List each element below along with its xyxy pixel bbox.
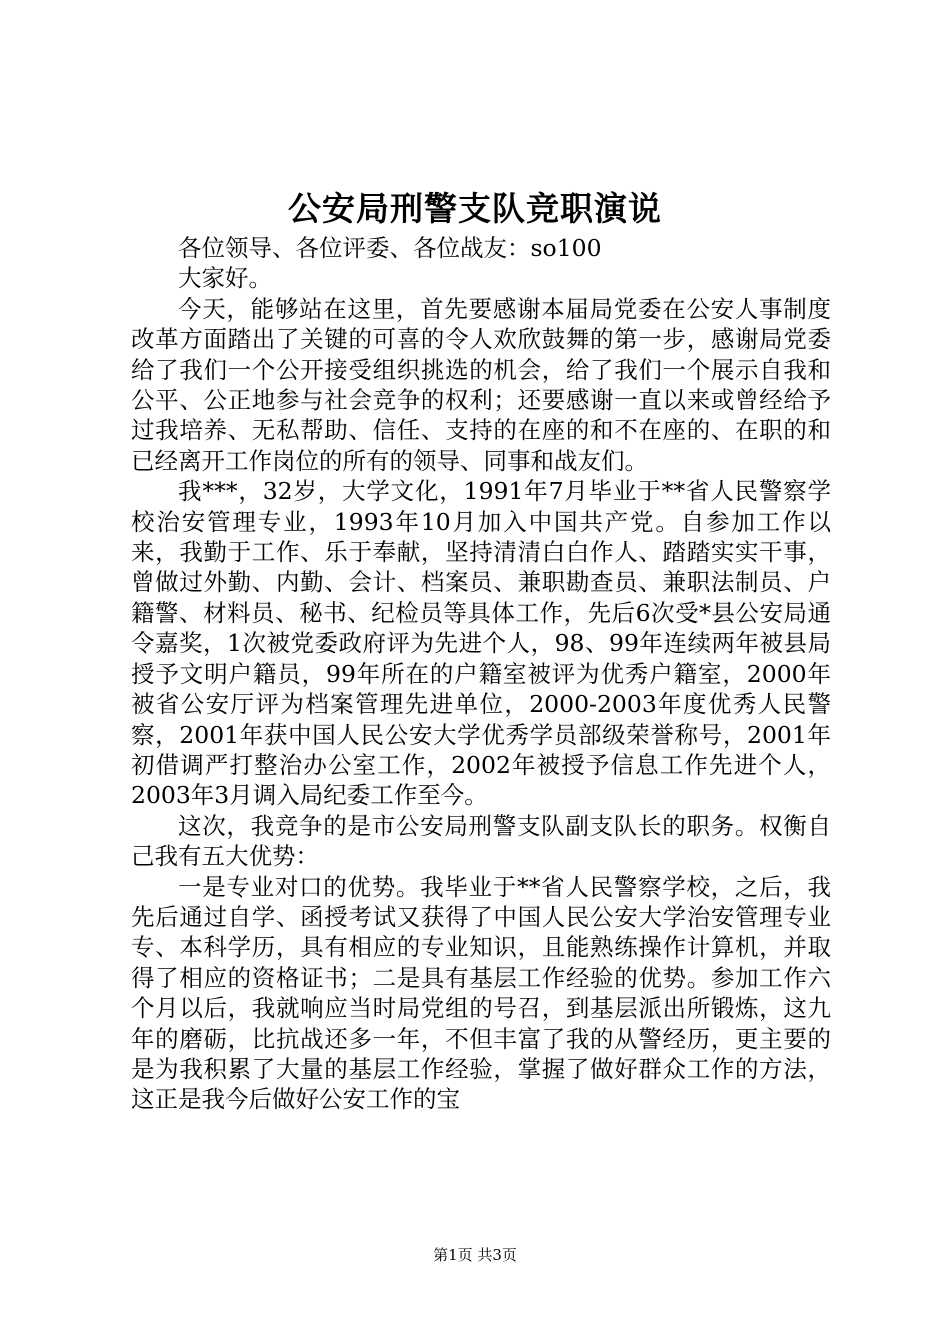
- paragraph-thanks: 今天，能够站在这里，首先要感谢本届局党委在公安人事制度改革方面踏出了关键的可喜的令人欢欣鼓舞的第一步，感谢局党委给了我们一个公开接受组织挑选的机会，给了我们一个展示自我和公平、公正地参与社会竞争的权利；还要感谢一直以来或曾经给予过我培养、无私帮助、信任、支持的在座的和不在座的、在职的和已经离开工作岗位的所有的领导、同事和战友们。: [131, 294, 831, 475]
- page-number: 第1页 共3页: [433, 1246, 517, 1264]
- page-title: 公安局刑警支队竞职演说: [288, 189, 662, 228]
- paragraph-introduction: 我***，32岁，大学文化，1991年7月毕业于**省人民警察学校治安管理专业，1993年10月加入中国共产党。自参加工作以来，我勤于工作、乐于奉献，坚持清清白白作人、踏踏实实干事，曾做过外勤、内勤、会计、档案员、兼职勘查员、兼职法制员、户籍警、材料员、秘书、纪检员等具体工作，先后6次受*县公安局通令嘉奖，1次被党委政府评为先进个人，98、99年连续两年被县局授予文明户籍员，99年所在的户籍室被评为优秀户籍室，2000年被省公安厅评为档案管理先进单位，2000-2003年度优秀人民警察，2001年获中国人民公安大学优秀学员部级荣誉称号，2001年初借调严打整治办公室工作，2002年被授予信息工作先进个人，2003年3月调入局纪委工作至今。: [131, 477, 831, 810]
- paragraph-greeting: 大家好。: [178, 264, 272, 293]
- paragraph-position: 这次，我竞争的是市公安局刑警支队副支队长的职务。权衡自己我有五大优势：: [131, 811, 831, 871]
- paragraph-advantages: 一是专业对口的优势。我毕业于**省人民警察学校，之后，我先后通过自学、函授考试又获得了中国人民公安大学治安管理专业专、本科学历，具有相应的专业知识，且能熟练操作计算机，并取得了相应的资格证书；二是具有基层工作经验的优势。参加工作六个月以后，我就响应当时局党组的号召，到基层派出所锻炼，这九年的磨砺，比抗战还多一年，不但丰富了我的从警经历，更主要的是为我积累了大量的基层工作经验，掌握了做好群众工作的方法，这正是我今后做好公安工作的宝: [131, 872, 831, 1114]
- paragraph-salutation: 各位领导、各位评委、各位战友：so100: [178, 234, 602, 262]
- document-body: [131, 233, 831, 1115]
